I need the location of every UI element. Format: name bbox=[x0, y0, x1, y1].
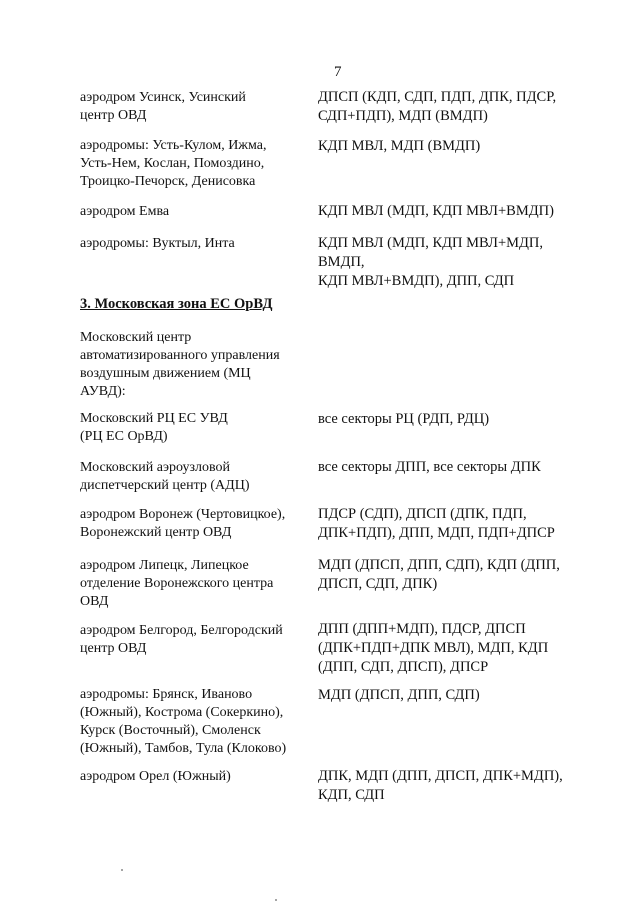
text-line: центр ОВД bbox=[80, 108, 147, 123]
text-line: аэродром Воронеж (Чертовицкое), bbox=[80, 507, 286, 522]
scan-speck bbox=[121, 869, 123, 871]
text-line: ДПСП, СДП, ДПК) bbox=[318, 576, 438, 592]
row4-right bbox=[318, 234, 580, 291]
text-line: Воронежский центр ОВД bbox=[80, 525, 232, 540]
text-line: КДП МВЛ, МДП (ВМДП) bbox=[318, 138, 481, 154]
text-line: аэродромы: Брянск, Иваново bbox=[80, 687, 253, 702]
row4-left bbox=[80, 235, 305, 253]
text-line: воздушным движением (МЦ bbox=[80, 366, 251, 381]
text-line: ДПП (ДПП+МДП), ПДСР, ДПСП bbox=[318, 621, 526, 637]
text-line: Курск (Восточный), Смоленск bbox=[80, 723, 261, 738]
text-line: аэродром Орел (Южный) bbox=[80, 769, 231, 784]
text-line: (Южный), Тамбов, Тула (Клоково) bbox=[80, 741, 287, 756]
text-line: (Южный), Кострома (Сокеркино), bbox=[80, 705, 284, 720]
text-line: автоматизированного управления bbox=[80, 348, 280, 363]
section-title: 3. Московская зона ЕС ОрВД bbox=[80, 296, 273, 312]
row10-right bbox=[318, 686, 580, 705]
row8-right bbox=[318, 556, 580, 594]
row2-right bbox=[318, 137, 580, 156]
text-line: КДП МВЛ (МДП, КДП МВЛ+ВМДП) bbox=[318, 203, 554, 219]
text-line: ДПСП (КДП, СДП, ПДП, ДПК, ПДСР, bbox=[318, 89, 557, 105]
text-line: Московский аэроузловой bbox=[80, 460, 230, 475]
row6-left bbox=[80, 459, 305, 495]
text-line: Усть-Нем, Кослан, Помоздино, bbox=[80, 156, 265, 171]
text-line: аэродромы: Вуктыл, Инта bbox=[80, 236, 235, 251]
row1-left bbox=[80, 89, 305, 125]
text-line: МДП (ДПСП, ДПП, СДП), КДП (ДПП, bbox=[318, 557, 560, 573]
text-line: (ДПК+ПДП+ДПК МВЛ), МДП, КДП bbox=[318, 640, 549, 656]
text-line: КДП, СДП bbox=[318, 787, 385, 803]
text-line: аэродром Белгород, Белгородский bbox=[80, 623, 283, 638]
row8-left bbox=[80, 557, 305, 611]
text-line: аэродром Липецк, Липецкое bbox=[80, 558, 249, 573]
text-line: все секторы РЦ (РДП, РДЦ) bbox=[318, 411, 490, 427]
row11-left bbox=[80, 768, 305, 786]
text-line: диспетчерский центр (АДЦ) bbox=[80, 478, 250, 493]
text-line: ДПК, МДП (ДПП, ДПСП, ДПК+МДП), bbox=[318, 768, 563, 784]
row7-left bbox=[80, 506, 305, 542]
text-line: аэродром Емва bbox=[80, 204, 170, 219]
row7-right bbox=[318, 505, 580, 543]
text-line: ДПК+ПДП), ДПП, МДП, ПДП+ДПСР bbox=[318, 525, 555, 541]
text-line: центр ОВД bbox=[80, 641, 147, 656]
row5-right bbox=[318, 410, 580, 429]
row9-right bbox=[318, 620, 580, 677]
text-line: Троицко-Печорск, Денисовка bbox=[80, 174, 256, 189]
text-line: Московский РЦ ЕС УВД bbox=[80, 411, 228, 426]
text-line: аэродром Усинск, Усинский bbox=[80, 90, 246, 105]
row3-left bbox=[80, 203, 305, 221]
row11-right bbox=[318, 767, 580, 805]
row10-left bbox=[80, 686, 305, 758]
text-line: все секторы ДПП, все секторы ДПК bbox=[318, 459, 541, 475]
row9-left bbox=[80, 622, 305, 658]
text-line: (ДПП, СДП, ДПСП), ДПСР bbox=[318, 659, 489, 675]
text-line: ПДСР (СДП), ДПСП (ДПК, ПДП, bbox=[318, 506, 527, 522]
text-line: АУВД): bbox=[80, 384, 126, 399]
text-line: МДП (ДПСП, ДПП, СДП) bbox=[318, 687, 480, 703]
row3-right bbox=[318, 202, 580, 221]
row1-right bbox=[318, 88, 580, 126]
text-line: СДП+ПДП), МДП (ВМДП) bbox=[318, 108, 488, 124]
row5-left bbox=[80, 410, 305, 446]
text-line: (РЦ ЕС ОрВД) bbox=[80, 429, 168, 444]
scan-speck bbox=[275, 899, 277, 901]
row2-left bbox=[80, 137, 305, 191]
text-line: отделение Воронежского центра bbox=[80, 576, 274, 591]
text-line: ОВД bbox=[80, 594, 109, 609]
row6-right bbox=[318, 458, 580, 477]
center-heading bbox=[80, 329, 310, 401]
text-line: Московский центр bbox=[80, 330, 192, 345]
text-line: аэродромы: Усть-Кулом, Ижма, bbox=[80, 138, 267, 153]
text-line: КДП МВЛ+ВМДП), ДПП, СДП bbox=[318, 273, 515, 289]
page-number: 7 bbox=[334, 64, 342, 80]
text-line: КДП МВЛ (МДП, КДП МВЛ+МДП, ВМДП, bbox=[318, 235, 544, 270]
